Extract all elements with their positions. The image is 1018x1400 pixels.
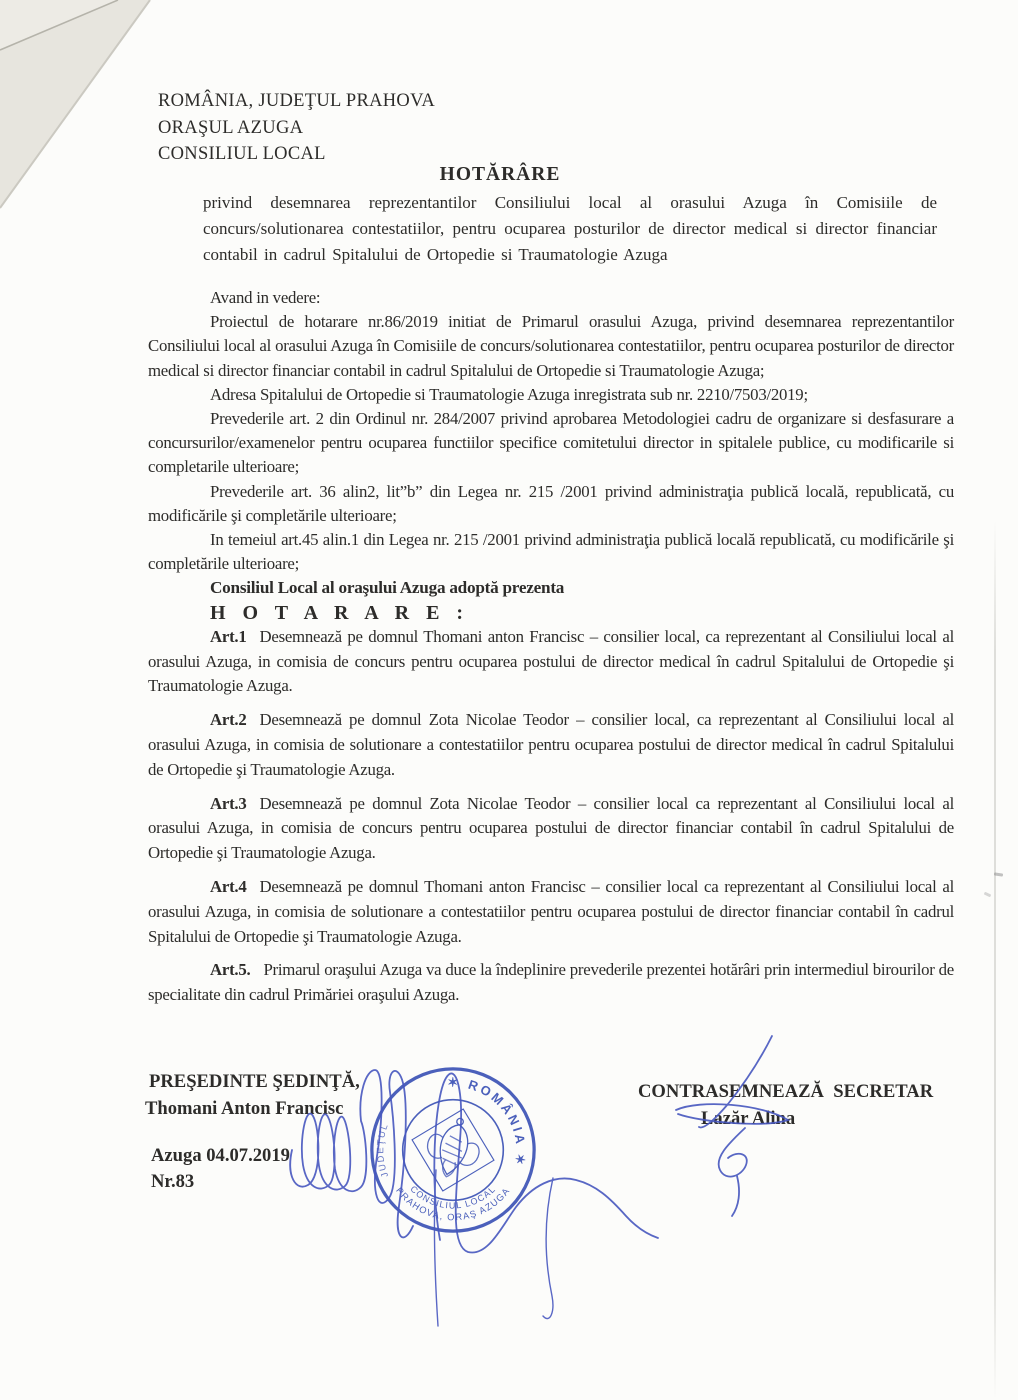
article-5 [148,958,954,1008]
article-1 [148,625,954,699]
preamble-item: Prevederile art. 2 din Ordinul nr. 284/2007 privind aprobarea Metodologiei cadru de organizare si desfasurare a concursurilor/examenelor pentru ocuparea functiilor specifice comitetului director in spitalele publice, cu modificarile si completarile ulterioare; [148,409,954,477]
article-text: Desemnează pe domnul Zota Nicolae Teodor – consilier local ca reprezentant al Consiliului local al orasului Azuga, in comisia de concurs pentru ocuparea postului de director financiar contabil în cadrul Spitalului de Ortopedie şi Traumatologie Azuga. [148,793,954,863]
article-label: Art.4 [210,877,247,897]
article-label: Art.5. [210,960,251,980]
preamble-item: Proiectul de hotarare nr.86/2019 initiat de Primarul orasului Azuga, privind desemnarea reprezentantilor Consiliului local al orasului Azuga în Comisiile de concurs/solutionarea contestatiilor, pentru ocuparea posturilor de director medical si director financiar contabil in cadrul Spitalului de Ortopedie si Traumatologie Azuga; [148,312,954,380]
svg-text:JUDEŢUL [375,1121,390,1178]
preamble-item: Prevederile art. 36 alin2, lit”b” din Legea nr. 215 /2001 privind administraţia publică locală, republicată, cu modificările şi completările ulterioare; [148,481,954,525]
scan-artifact-speck [984,892,992,898]
decree-subtitle: privind desemnarea reprezentantilor Consiliului local al orasului Azuga în Comisiile de concurs/solutionarea contestatiilor, pentru ocuparea posturilor de director medical si director financiar contabil in cadrul Spitalului de Ortopedie si Traumatologie Azuga [203,193,937,264]
president-signature-title: PREŞEDINTE ŞEDINŢĂ, [149,1071,360,1092]
signature-tail-2 [543,1178,553,1319]
stamp-council-text: CONSILIUL LOCAL [408,1183,498,1211]
article-text: Primarul oraşului Azuga va duce la îndeplinire prevederile prezentei hotărâri prin intermediul birourilor de specialitate din cadrul Primăriei oraşului Azuga. [148,960,954,1005]
preamble-intro: Avand in vedere: [210,288,321,307]
official-stamp [367,1064,539,1236]
article-text: Desemnează pe domnul Thomani anton Francisc – consilier local, ca reprezentant al Consiliului local al orasului Azuga, in comisia de concurs pentru ocuparea postului de director medical în cadrul Spitalului de Ortopedie şi Traumatologie Azuga. [148,626,954,696]
adoption-clause: Consiliul Local al oraşului Azuga adoptă prezenta [210,578,565,598]
org-line-country: ROMÂNIA, JUDEŢUL PRAHOVA [158,91,436,111]
article-text: Desemnează pe domnul Zota Nicolae Teodor – consilier local, ca reprezentant al Consiliului local al orasului Azuga, in comisia de solutionare a contestatiilor pentru ocuparea postului de director medical în cadrul Spitalului de Ortopedie şi Traumatologie Azuga. [148,710,954,779]
secretary-signature-title: CONTRASEMNEAZĂ SECRETAR [638,1081,934,1102]
decree-body [148,286,954,1017]
scan-artifact-line [994,520,996,1400]
secretary-signature-name: Lazăr Alina [701,1108,796,1129]
decision-heading: H O T A R A R E : [210,601,470,624]
article-4 [148,875,954,949]
org-line-council: CONSILIUL LOCAL [158,144,326,164]
decree-title: HOTĂRÂRE [439,164,561,185]
preamble-item: In temeiul art.45 alin.1 din Legea nr. 215 /2001 privind administraţia publică locală republicată, cu modificările şi completările ulterioare; [148,530,954,574]
article-label: Art.3 [210,793,247,813]
stamp-county-text: JUDEŢUL [375,1121,391,1179]
stamp-country-text: ✶ ROMÂNIA ✶ [447,1074,529,1169]
svg-text:✶ ROMÂNIA ✶ [440,1064,539,1175]
org-header [158,88,435,168]
article-text: Desemnează pe domnul Thomani anton Francisc – consilier local ca reprezentant al Consiliului local al orasului Azuga, in comisia de solutionare a contestatiilor pentru ocuparea postului de director financiar contabil în cadrul Spitalului de Ortopedie şi Traumatologie Azuga. [148,877,954,946]
decision-number: Nr.83 [151,1171,195,1192]
issue-date: Azuga 04.07.2019 [151,1145,290,1166]
article-label: Art.2 [210,710,247,730]
president-signature-name: Thomani Anton Francisc [145,1098,344,1119]
stamp-city-text: PRAHOVA, ORAŞ AZUGA [394,1185,512,1223]
article-3 [148,792,954,866]
article-label: Art.1 [210,626,247,646]
preamble-item: Adresa Spitalului de Ortopedie si Traumatologie Azuga inregistrata sub nr. 2210/7503/2019; [210,384,808,404]
org-line-city: ORAŞUL AZUGA [158,117,304,138]
article-2 [148,708,954,782]
